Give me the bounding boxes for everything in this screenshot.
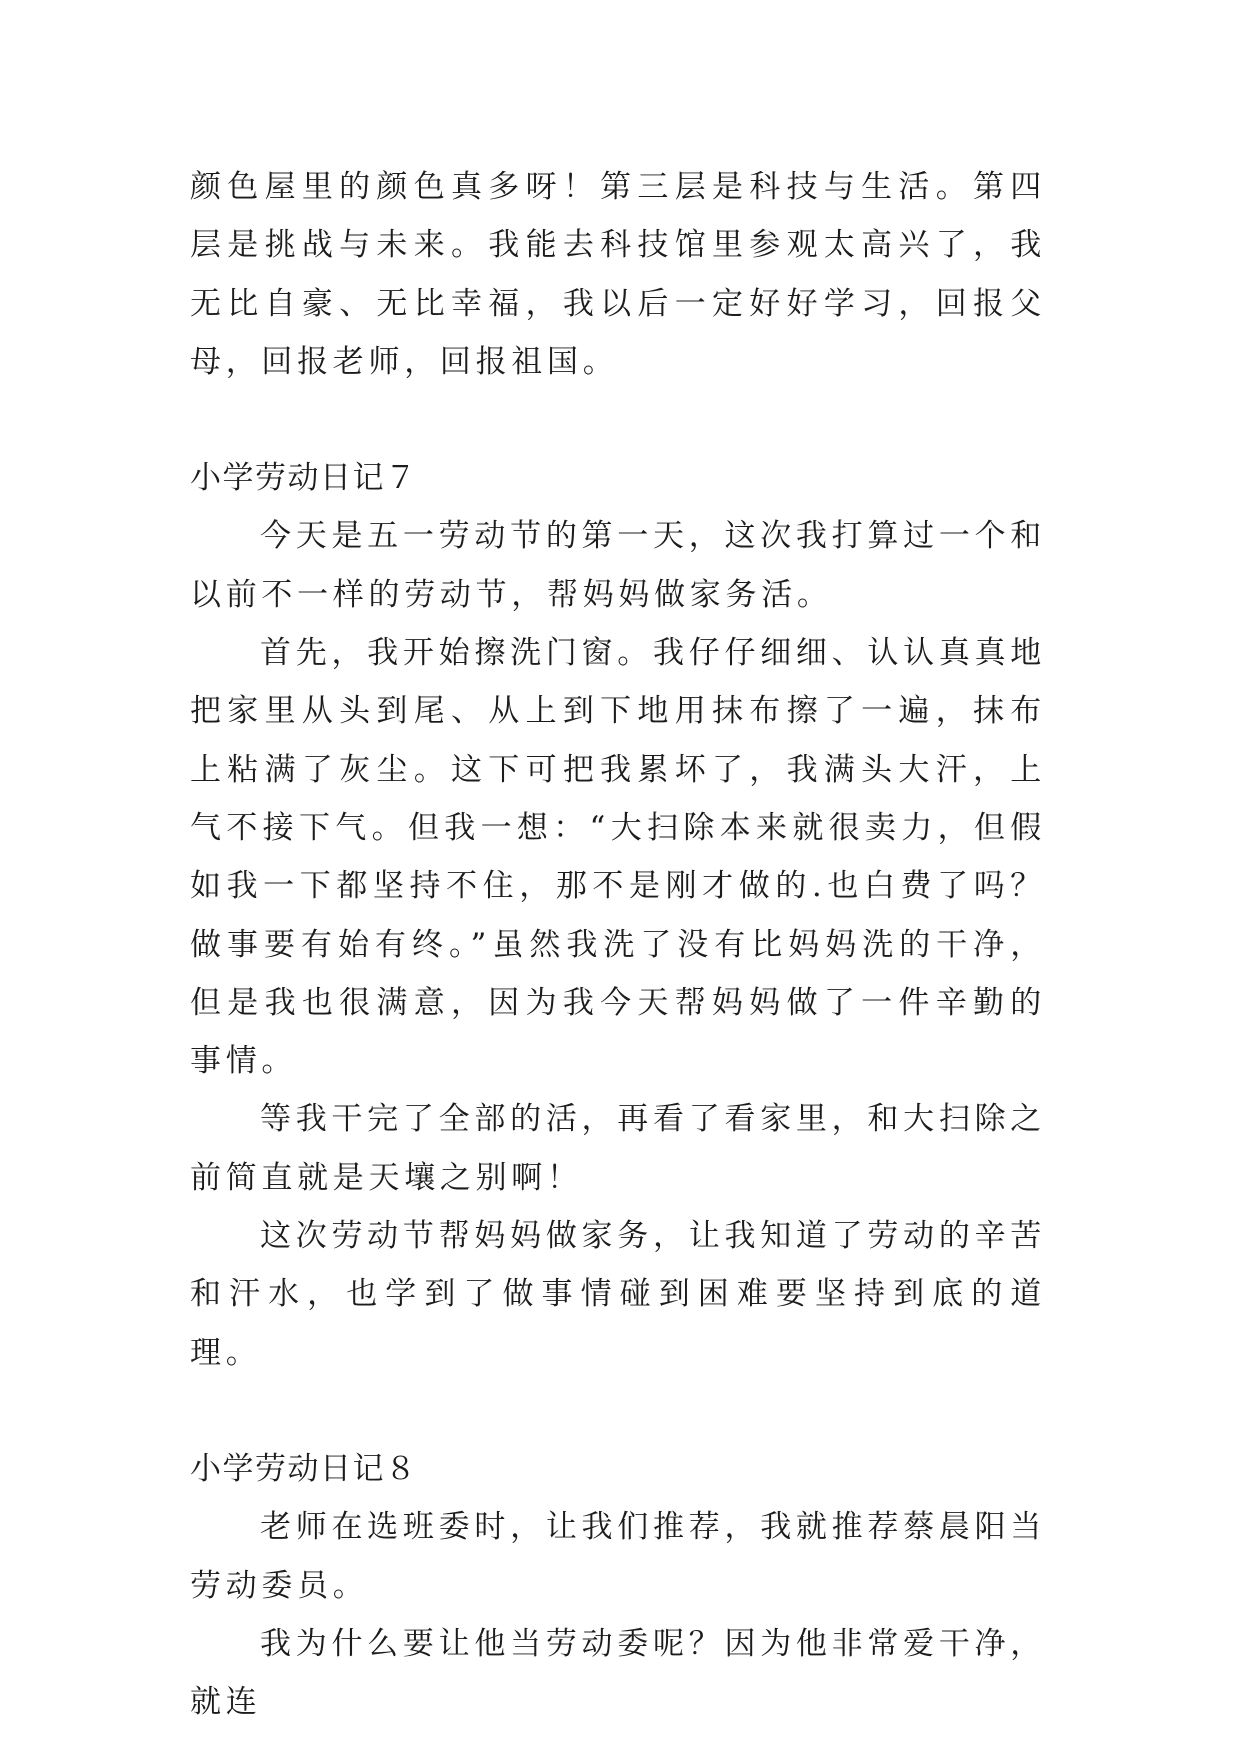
paragraph: 等我干完了全部的活，再看了看家里，和大扫除之前简直就是天壤之别啊！ [190, 1101, 1046, 1196]
section-title: 小学劳动日记８ [190, 1450, 418, 1487]
paragraph: 我为什么要让他当劳动委呢？因为他非常爱干净，就连 [190, 1625, 1046, 1721]
diary-section-8 [190, 1440, 1046, 1731]
paragraph: 这次劳动节帮妈妈做家务，让我知道了劳动的辛苦和汗水，也学到了做事情碰到困难要坚持到底的道理。 [190, 1218, 1046, 1371]
section-spacer [190, 391, 1046, 449]
section-title: 小学劳动日记７ [190, 460, 418, 497]
document-body [190, 158, 1046, 1731]
paragraph: 首先，我开始擦洗门窗。我仔仔细细、认认真真地把家里从头到尾、从上到下地用抹布擦了一遍，抹布上粘满了灰尘。这下可把我累坏了，我满头大汗，上气不接下气。但我一想：“大扫除本来就很卖力，但假如我一下都坚持不住，那不是刚才做的.也白费了吗？做事要有始有终。”虽然我洗了没有比妈妈洗的干净，但是我也很满意，因为我今天帮妈妈做了一件辛勤的事情。 [190, 635, 1046, 1080]
paragraph: 今天是五一劳动节的第一天，这次我打算过一个和以前不一样的劳动节，帮妈妈做家务活。 [190, 518, 1046, 613]
section-spacer [190, 1382, 1046, 1440]
paragraph: 老师在选班委时，让我们推荐，我就推荐蔡晨阳当劳动委员。 [190, 1509, 1046, 1604]
diary-section-7 [190, 449, 1046, 1382]
continued-paragraph: 颜色屋里的颜色真多呀！第三层是科技与生活。第四层是挑战与未来。我能去科技馆里参观太高兴了，我无比自豪、无比幸福，我以后一定好好学习，回报父母，回报老师，回报祖国。 [190, 169, 1046, 380]
